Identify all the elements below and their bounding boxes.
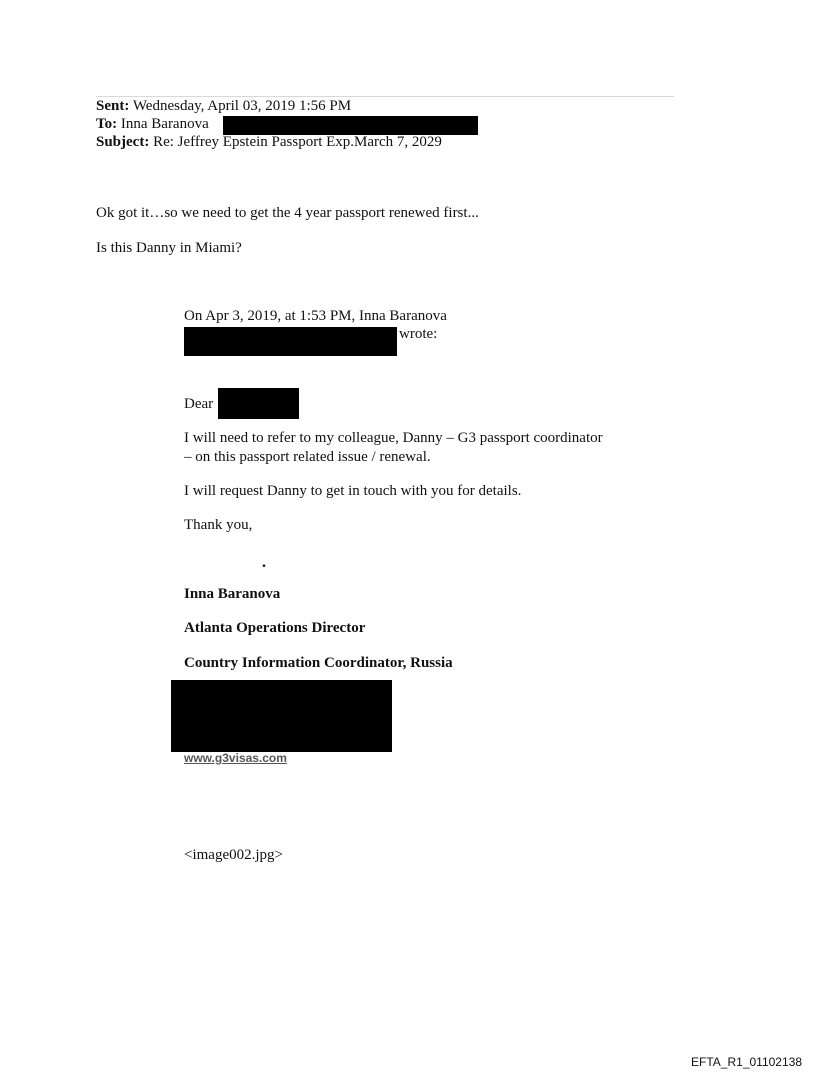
to-line — [96, 115, 209, 133]
quoted-attribution: On Apr 3, 2019, at 1:53 PM, Inna Baranova — [184, 308, 447, 324]
signature-title: Atlanta Operations Director — [184, 620, 366, 636]
quoted-closing: Thank you, — [184, 517, 253, 533]
redacted-sender-address — [184, 327, 397, 356]
subject-line — [96, 133, 442, 151]
sent-value: Wednesday, April 03, 2019 1:56 PM — [132, 98, 352, 114]
signature-name: Inna Baranova — [184, 586, 281, 602]
attachment-placeholder: <image002.jpg> — [184, 847, 283, 863]
signature-role: Country Information Coordinator, Russia — [184, 655, 453, 671]
stray-dot: . — [262, 554, 266, 571]
subject-label: Subject: — [96, 134, 150, 150]
reply-line-1: Ok got it…so we need to get the 4 year passport renewed first... — [96, 205, 479, 221]
sent-line — [96, 97, 351, 115]
redacted-contact-block — [171, 680, 392, 752]
quoted-wrote: wrote: — [399, 326, 438, 342]
reply-line-2: Is this Danny in Miami? — [96, 240, 242, 256]
website-link[interactable]: www.g3visas.com — [184, 751, 287, 765]
document-id: EFTA_R1_01102138 — [691, 1055, 802, 1069]
to-value: Inna Baranova — [120, 116, 209, 132]
subject-value: Re: Jeffrey Epstein Passport Exp.March 7, 2029 — [153, 134, 442, 150]
redacted-recipient-name — [218, 388, 299, 419]
sent-label: Sent: — [96, 98, 130, 114]
to-label: To: — [96, 116, 118, 132]
quoted-paragraph-1-line-1: I will need to refer to my colleague, Danny – G3 passport coordinator — [184, 430, 603, 446]
quoted-paragraph-2: I will request Danny to get in touch with you for details. — [184, 483, 522, 499]
quoted-paragraph-1-line-2: – on this passport related issue / renewal. — [184, 449, 431, 465]
quoted-greeting: Dear — [184, 396, 214, 412]
